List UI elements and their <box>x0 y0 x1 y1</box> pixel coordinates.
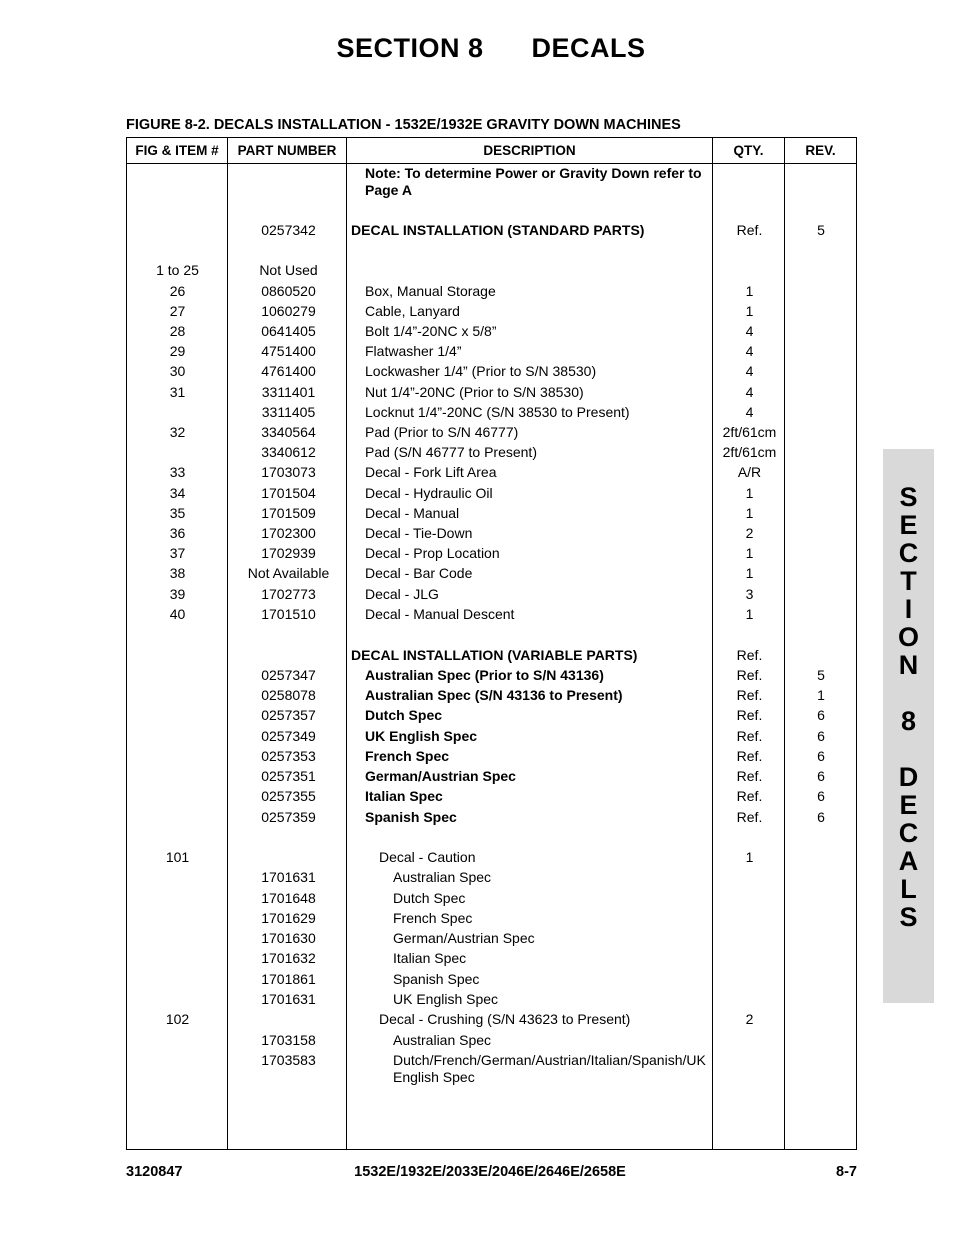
description-cell: Australian Spec (Prior to S/N 43136) <box>365 667 604 683</box>
part-number-cell: 0257342 <box>261 222 316 238</box>
figure-title: FIGURE 8-2. DECALS INSTALLATION - 1532E/1932E GRAVITY DOWN MACHINES <box>126 117 681 133</box>
description-cell: French Spec <box>365 748 450 764</box>
qty-cell: Ref. <box>736 647 763 663</box>
page-title <box>0 33 954 64</box>
part-number-cell: 1703073 <box>261 464 316 480</box>
part-number-cell: 1701504 <box>261 485 316 501</box>
description-cell: Locknut 1/4”-20NC (S/N 38530 to Present) <box>365 404 630 420</box>
side-tab-letter: D <box>898 762 919 792</box>
part-number-cell: 3311401 <box>261 384 316 400</box>
part-number-cell: 0860520 <box>261 283 316 299</box>
description-cell: Decal - Manual <box>365 505 460 521</box>
rev-cell: 6 <box>817 809 825 825</box>
qty-cell: Ref. <box>736 667 763 683</box>
part-number-cell: 1701509 <box>261 505 316 521</box>
side-tab-letter: E <box>899 510 918 540</box>
part-number-cell: 1701648 <box>261 890 316 906</box>
side-tab-letter: T <box>900 566 917 596</box>
side-tab-letter: E <box>899 790 918 820</box>
side-tab-letter: N <box>898 650 919 680</box>
description-cell: Decal - Hydraulic Oil <box>365 485 493 501</box>
qty-cell: 3 <box>745 586 754 602</box>
description-cell: UK English Spec <box>393 991 499 1007</box>
part-number-cell: Not Available <box>247 565 330 581</box>
side-tab-letter: S <box>899 482 918 512</box>
footer-models: 1532E/1932E/2033E/2046E/2646E/2658E <box>354 1164 626 1180</box>
side-tab-letter: S <box>899 902 918 932</box>
description-cell: Decal - Prop Location <box>365 545 500 561</box>
part-number-cell: 1701631 <box>261 991 316 1007</box>
part-number-cell: 0257353 <box>261 748 316 764</box>
description-cell: Decal - Crushing (S/N 43623 to Present) <box>379 1011 631 1027</box>
part-number-cell: 0257357 <box>261 707 316 723</box>
part-number-cell: 4761400 <box>261 363 316 379</box>
column-header-qty: QTY. <box>733 143 764 158</box>
side-tab-letter: A <box>898 846 919 876</box>
part-number-cell: 1703158 <box>261 1032 316 1048</box>
part-number-cell: 0257355 <box>261 788 316 804</box>
fig-item-cell: 28 <box>169 323 186 339</box>
part-number-cell: 0257347 <box>261 667 316 683</box>
part-number-cell: 3311405 <box>261 404 316 420</box>
qty-cell: 2 <box>745 1011 754 1027</box>
description-cell: German/Austrian Spec <box>365 768 516 784</box>
qty-cell: 4 <box>745 323 754 339</box>
description-cell: Dutch Spec <box>365 707 443 723</box>
qty-cell: 1 <box>745 849 754 865</box>
header-divider <box>127 163 856 164</box>
column-header-fig: FIG & ITEM # <box>135 143 219 158</box>
part-number-cell: 1060279 <box>261 303 316 319</box>
description-cell: Flatwasher 1/4” <box>365 343 462 359</box>
qty-cell: 1 <box>745 485 754 501</box>
qty-cell: 1 <box>745 545 754 561</box>
fig-item-cell: 32 <box>169 424 186 440</box>
rev-cell: 5 <box>817 667 825 683</box>
description-cell: French Spec <box>393 910 473 926</box>
fig-item-cell: 34 <box>169 485 186 501</box>
description-cell: Box, Manual Storage <box>365 283 496 299</box>
fig-item-cell: 35 <box>169 505 186 521</box>
description-cell: Dutch Spec <box>393 890 466 906</box>
fig-item-cell: 38 <box>169 565 186 581</box>
qty-cell: 2 <box>745 525 754 541</box>
fig-item-cell: 29 <box>169 343 186 359</box>
part-number-cell: 1701629 <box>261 910 316 926</box>
part-number-cell: 3340612 <box>261 444 316 460</box>
qty-cell: Ref. <box>736 687 763 703</box>
part-number-cell: 0257349 <box>261 728 316 744</box>
description-cell: Decal - Bar Code <box>365 565 473 581</box>
qty-cell: Ref. <box>736 728 763 744</box>
description-cell: Nut 1/4”-20NC (Prior to S/N 38530) <box>365 384 584 400</box>
qty-cell: 1 <box>745 303 754 319</box>
section-name: DECALS <box>531 33 646 63</box>
description-cell: Dutch/French/German/Austrian/Italian/Spanish/UK English Spec <box>393 1052 706 1085</box>
footer-doc-number: 3120847 <box>126 1164 183 1180</box>
part-number-cell: 1701631 <box>261 869 316 885</box>
rev-cell: 6 <box>817 768 825 784</box>
qty-cell: 2ft/61cm <box>722 444 777 460</box>
fig-item-cell: 101 <box>165 849 190 865</box>
description-cell: German/Austrian Spec <box>393 930 535 946</box>
description-cell: Cable, Lanyard <box>365 303 460 319</box>
qty-cell: Ref. <box>736 748 763 764</box>
fig-item-cell: 31 <box>169 384 186 400</box>
side-tab-letter: C <box>898 538 919 568</box>
fig-item-cell: 102 <box>165 1011 190 1027</box>
description-cell: Australian Spec <box>393 869 492 885</box>
description-cell: Spanish Spec <box>365 809 457 825</box>
qty-cell: 1 <box>745 505 754 521</box>
column-divider <box>712 138 713 1149</box>
side-tab-letter: I <box>904 594 913 624</box>
description-cell: Bolt 1/4”-20NC x 5/8” <box>365 323 497 339</box>
qty-cell: 4 <box>745 384 754 400</box>
part-number-cell: Not Used <box>259 262 318 278</box>
qty-cell: Ref. <box>736 809 763 825</box>
parts-table <box>126 137 857 1150</box>
rev-cell: 6 <box>817 788 825 804</box>
fig-item-cell: 27 <box>169 303 186 319</box>
part-number-cell: 1701632 <box>261 950 316 966</box>
qty-cell: Ref. <box>736 707 763 723</box>
description-cell: DECAL INSTALLATION (VARIABLE PARTS) <box>351 647 638 663</box>
section-side-tab <box>883 449 934 1003</box>
fig-item-cell: 36 <box>169 525 186 541</box>
section-number: SECTION 8 <box>336 33 484 63</box>
description-cell: Italian Spec <box>393 950 467 966</box>
qty-cell: A/R <box>737 464 762 480</box>
rev-cell: 1 <box>817 687 825 703</box>
side-tab-letter: O <box>897 622 919 652</box>
fig-item-cell: 37 <box>169 545 186 561</box>
fig-item-cell: 39 <box>169 586 186 602</box>
qty-cell: 2ft/61cm <box>722 424 777 440</box>
part-number-cell: 1701861 <box>261 971 316 987</box>
description-cell: Australian Spec <box>393 1032 492 1048</box>
column-header-rev: REV. <box>805 143 836 158</box>
description-cell: Decal - Caution <box>379 849 476 865</box>
description-cell: DECAL INSTALLATION (STANDARD PARTS) <box>351 222 645 238</box>
description-cell: UK English Spec <box>365 728 478 744</box>
qty-cell: Ref. <box>736 788 763 804</box>
qty-cell: Ref. <box>736 768 763 784</box>
description-cell: Note: To determine Power or Gravity Down refer to Page A <box>365 165 702 198</box>
rev-cell: 6 <box>817 728 825 744</box>
description-cell: Pad (Prior to S/N 46777) <box>365 424 519 440</box>
footer-page-number: 8-7 <box>836 1164 857 1180</box>
description-cell: Decal - Fork Lift Area <box>365 464 497 480</box>
fig-item-cell: 30 <box>169 363 186 379</box>
side-tab-letter: C <box>898 818 919 848</box>
qty-cell: 1 <box>745 606 754 622</box>
qty-cell: 1 <box>745 283 754 299</box>
description-cell: Pad (S/N 46777 to Present) <box>365 444 537 460</box>
fig-item-cell: 40 <box>169 606 186 622</box>
part-number-cell: 1701630 <box>261 930 316 946</box>
rev-cell: 5 <box>817 222 825 238</box>
qty-cell: 4 <box>745 343 754 359</box>
part-number-cell: 1703583 <box>261 1052 316 1068</box>
column-header-part: PART NUMBER <box>237 143 337 158</box>
fig-item-cell: 1 to 25 <box>156 262 199 278</box>
description-cell: Decal - Tie-Down <box>365 525 473 541</box>
description-cell: Decal - JLG <box>365 586 439 602</box>
description-cell: Australian Spec (S/N 43136 to Present) <box>365 687 623 703</box>
part-number-cell: 1702773 <box>261 586 316 602</box>
description-cell: Decal - Manual Descent <box>365 606 515 622</box>
part-number-cell: 0641405 <box>261 323 316 339</box>
qty-cell: 4 <box>745 363 754 379</box>
description-cell: Spanish Spec <box>393 971 480 987</box>
part-number-cell: 3340564 <box>261 424 316 440</box>
description-cell: Italian Spec <box>365 788 443 804</box>
part-number-cell: 0257359 <box>261 809 316 825</box>
side-tab-letter: 8 <box>900 706 917 736</box>
part-number-cell: 1701510 <box>261 606 316 622</box>
part-number-cell: 0258078 <box>261 687 316 703</box>
rev-cell: 6 <box>817 748 825 764</box>
column-header-description: DESCRIPTION <box>483 143 576 158</box>
rev-cell: 6 <box>817 707 825 723</box>
fig-item-cell: 26 <box>169 283 186 299</box>
qty-cell: 1 <box>745 565 754 581</box>
side-tab-letter: L <box>900 874 917 904</box>
part-number-cell: 1702939 <box>261 545 316 561</box>
qty-cell: Ref. <box>736 222 763 238</box>
part-number-cell: 0257351 <box>261 768 316 784</box>
part-number-cell: 4751400 <box>261 343 316 359</box>
description-cell: Lockwasher 1/4” (Prior to S/N 38530) <box>365 363 597 379</box>
qty-cell: 4 <box>745 404 754 420</box>
part-number-cell: 1702300 <box>261 525 316 541</box>
fig-item-cell: 33 <box>169 464 186 480</box>
